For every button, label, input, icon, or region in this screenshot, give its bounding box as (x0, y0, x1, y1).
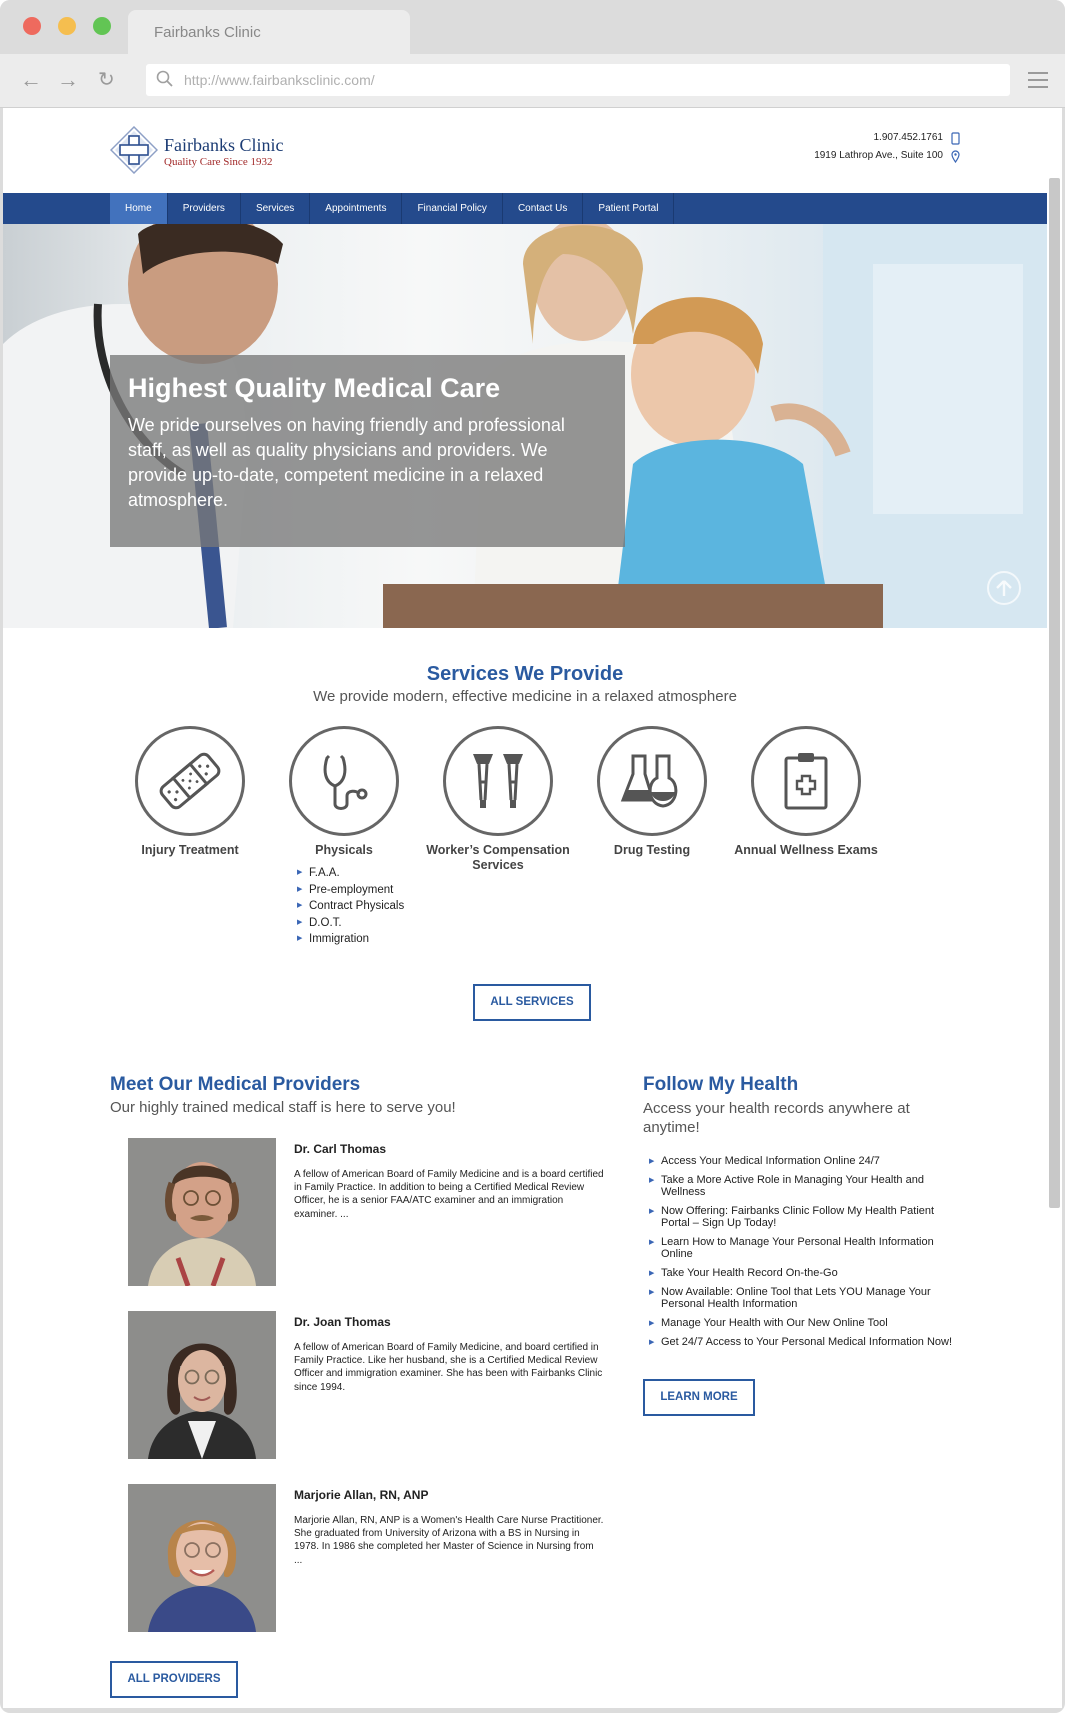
hero-text: We pride ourselves on having friendly and professional staff, as well as quality physicians and providers. We provide up-to-date, competent medicine in a relaxed atmosphere. (128, 415, 565, 510)
provider-card[interactable] (128, 1138, 608, 1288)
phone-number[interactable]: 1.907.452.1761 (873, 132, 943, 143)
minimize-window-button[interactable] (58, 17, 76, 35)
medical-cross-logo-icon (110, 126, 158, 174)
nav-providers[interactable]: Providers (168, 193, 241, 224)
list-item[interactable]: ▶ Get 24/7 Access to Your Personal Medical Information Now! (649, 1336, 959, 1348)
provider-card[interactable] (128, 1311, 608, 1461)
hero-caption-box (110, 355, 625, 547)
service-physicals[interactable] (264, 726, 424, 858)
nav-appointments[interactable]: Appointments (310, 193, 402, 224)
service-label: Worker’s Compensation Services (426, 843, 570, 872)
list-item[interactable]: ▶ Now Available: Online Tool that Lets YOU Manage Your Personal Health Information (649, 1286, 959, 1310)
provider-photo (128, 1311, 276, 1459)
close-window-button[interactable] (23, 17, 41, 35)
clipboard-icon (771, 746, 841, 816)
maximize-window-button[interactable] (93, 17, 111, 35)
list-item[interactable]: ▶ Manage Your Health with Our New Online Tool (649, 1317, 959, 1329)
arrow-up-icon (989, 573, 1019, 603)
web-page (3, 108, 1047, 1708)
flask-icon (617, 746, 687, 816)
scroll-to-top-button[interactable] (987, 571, 1021, 605)
learn-more-button[interactable]: LEARN MORE (643, 1379, 755, 1416)
provider-name[interactable]: Marjorie Allan, RN, ANP (294, 1488, 429, 1502)
service-injury-treatment[interactable] (110, 726, 270, 858)
browser-titlebar (0, 0, 1065, 54)
nav-home[interactable]: Home (110, 193, 168, 224)
service-label: Physicals (315, 843, 373, 857)
follow-my-health-title: Follow My Health (643, 1074, 799, 1095)
nav-contact-us[interactable]: Contact Us (503, 193, 583, 224)
follow-my-health-subtitle: Access your health records anywhere at anytime! (643, 1100, 910, 1136)
stethoscope-icon (309, 746, 379, 816)
list-item[interactable]: ▶ Take a More Active Role in Managing Your Health and Wellness (649, 1174, 959, 1198)
list-item[interactable]: ▶ Immigration (297, 931, 404, 948)
providers-title: Meet Our Medical Providers (110, 1074, 361, 1095)
hero-banner (3, 224, 1047, 628)
list-item[interactable]: ▶ Pre-employment (297, 882, 404, 899)
nav-patient-portal[interactable]: Patient Portal (583, 193, 674, 224)
nav-services[interactable]: Services (241, 193, 310, 224)
follow-my-health-list (649, 1155, 959, 1355)
provider-card[interactable] (128, 1484, 608, 1634)
providers-subtitle: Our highly trained medical staff is here to serve you! (110, 1099, 456, 1116)
bandage-icon (155, 746, 225, 816)
search-icon (156, 70, 174, 88)
services-title: Services We Provide (426, 663, 624, 685)
provider-bio: A fellow of American Board of Family Medicine and is a board certified in Family Practice. In addition to being a Certified Medical Review Officer, he is a senior FAA/ATC examiner and an immigration examiner. ... (294, 1169, 604, 1220)
list-item[interactable]: ▶ D.O.T. (297, 915, 404, 932)
provider-name[interactable]: Dr. Joan Thomas (294, 1315, 391, 1329)
hamburger-menu-icon[interactable] (1028, 72, 1048, 88)
back-arrow-icon[interactable]: ← (20, 67, 42, 92)
list-item[interactable]: ▶ Now Offering: Fairbanks Clinic Follow My Health Patient Portal – Sign Up Today! (649, 1205, 959, 1229)
forward-arrow-icon[interactable]: → (57, 67, 79, 92)
address-text[interactable]: 1919 Lathrop Ave., Suite 100 (814, 150, 943, 161)
provider-name[interactable]: Dr. Carl Thomas (294, 1142, 387, 1156)
service-label: Drug Testing (613, 843, 691, 857)
service-annual-wellness-exams[interactable] (726, 726, 886, 858)
clinic-logo[interactable] (110, 126, 290, 176)
provider-photo (128, 1138, 276, 1286)
logo-tagline: Quality Care Since 1932 (164, 156, 273, 168)
browser-tab-title: Fairbanks Clinic (154, 24, 261, 41)
all-services-button[interactable]: ALL SERVICES (473, 984, 591, 1021)
logo-name: Fairbanks Clinic (164, 135, 284, 155)
provider-bio: A fellow of American Board of Family Medicine, and board certified in Family Practice. Like her husband, she is a Certified Medical Review Officer and immigration examiner. She has been with Fairbanks Clinic since 1994. (294, 1342, 603, 1393)
hero-title: Highest Quality Medical Care (128, 373, 501, 403)
service-label: Annual Wellness Exams (734, 843, 878, 857)
provider-photo (128, 1484, 276, 1632)
services-subtitle: We provide modern, effective medicine in a relaxed atmosphere (313, 688, 737, 705)
map-pin-icon (951, 150, 960, 163)
browser-toolbar (0, 54, 1065, 108)
nav-financial-policy[interactable]: Financial Policy (402, 193, 502, 224)
scrollbar-thumb[interactable] (1049, 178, 1060, 1208)
list-item[interactable]: ▶ Take Your Health Record On-the-Go (649, 1267, 959, 1279)
crutches-icon (463, 746, 533, 816)
physicals-list (297, 865, 404, 948)
provider-bio: Marjorie Allan, RN, ANP is a Women's Health Care Nurse Practitioner. She graduated from University of Arizona with a BS in Nursing in 1978. In 1986 she completed her Master of Science in Nursing from ... (294, 1515, 604, 1566)
list-item[interactable]: ▶ Access Your Medical Information Online 24/7 (649, 1155, 959, 1167)
all-providers-button[interactable]: ALL PROVIDERS (110, 1661, 238, 1698)
main-navigation (3, 193, 1047, 224)
phone-icon (951, 132, 960, 145)
service-label: Injury Treatment (141, 843, 239, 857)
reload-icon[interactable]: ↻ (98, 69, 115, 91)
list-item[interactable]: ▶ Learn How to Manage Your Personal Health Information Online (649, 1236, 959, 1260)
browser-tab[interactable] (128, 10, 410, 54)
list-item[interactable]: ▶ F.A.A. (297, 865, 404, 882)
service-drug-testing[interactable] (572, 726, 732, 858)
address-bar-url: http://www.fairbanksclinic.com/ (184, 72, 375, 88)
header-contact (814, 129, 960, 165)
list-item[interactable]: ▶ Contract Physicals (297, 898, 404, 915)
page-scrollbar[interactable] (1047, 108, 1062, 1708)
address-bar[interactable] (146, 64, 1010, 96)
service-workers-compensation[interactable] (418, 726, 578, 873)
